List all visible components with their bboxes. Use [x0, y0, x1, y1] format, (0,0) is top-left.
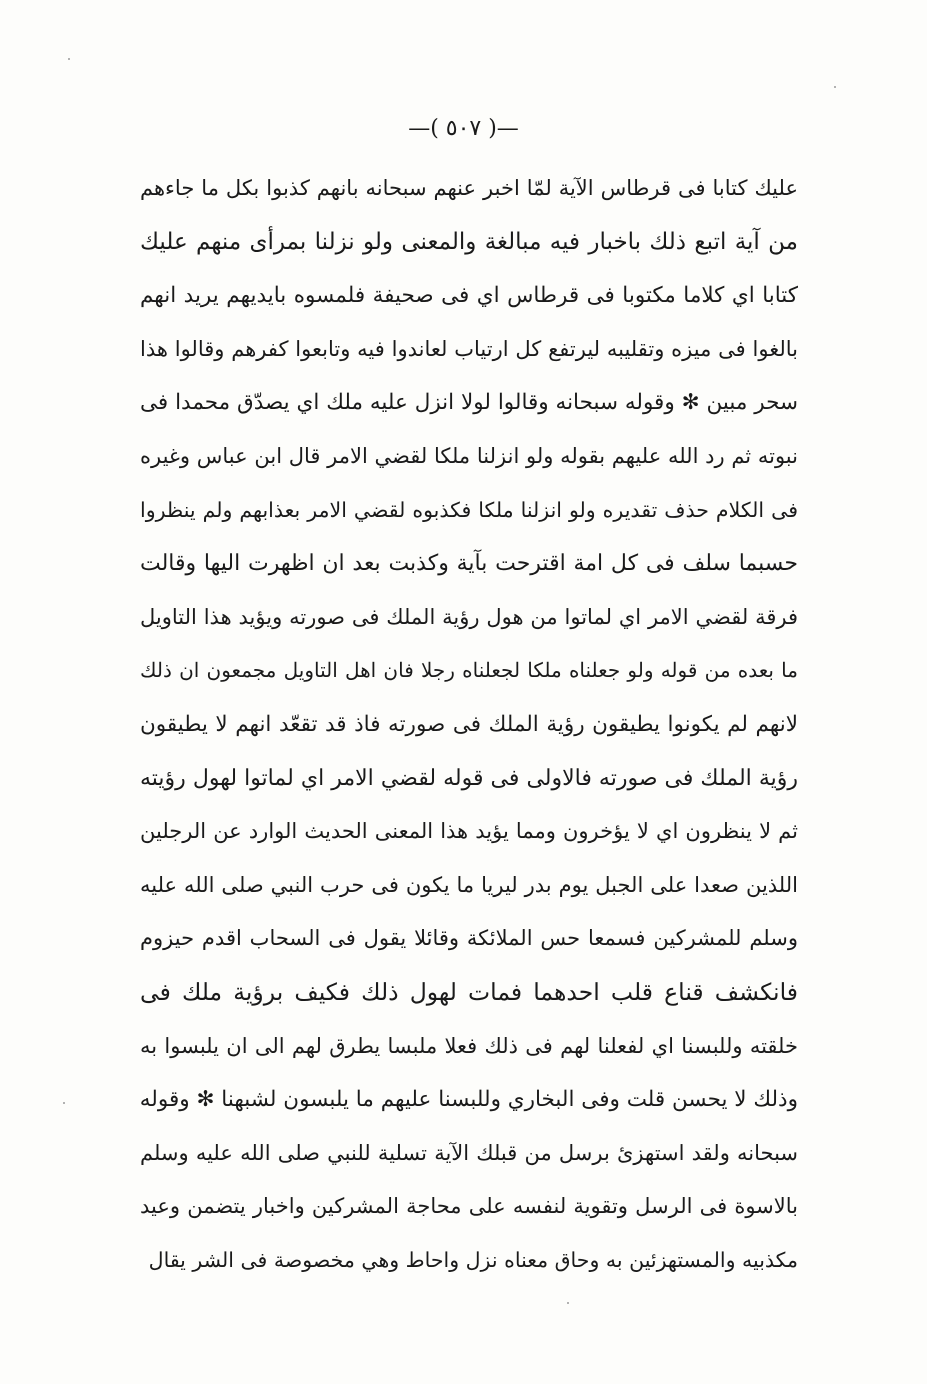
text-line-12: رؤية الملك فى صورته فالاولى فى قوله لقضي الامر اي لماتوا لهول رؤيته [140, 765, 798, 791]
paper-speck [68, 58, 70, 60]
text-line-15: وسلم للمشركين فسمعا حس الملائكة وقائلا يقول فى السحاب اقدم حيزوم [140, 926, 798, 951]
text-line-7: فى الكلام حذف تقديره ولو انزلنا ملكا فكذبوه لقضي الامر بعذابهم ولم ينظروا [140, 497, 798, 522]
paper-speck [834, 86, 836, 88]
text-line-3: كتابا اي كلاما مكتوبا فى قرطاس اي فى صحيفة فلمسوه بايديهم يريد انهم [140, 283, 798, 309]
text-line-4: بالغوا فى ميزه وتقليبه ليرتفع كل ارتياب لعاندوا فيه وتابعوا كفرهم وقالوا هذا [140, 336, 798, 361]
text-line-16: فانكشف قناع قلب احدهما فمات لهول ذلك فكيف برؤية ملك فى [140, 977, 798, 1006]
text-line-1: عليك كتابا فى قرطاس الآية لمّا اخبر عنهم سبحانه بانهم كذبوا بكل ما جاءهم [140, 176, 798, 200]
text-line-18: وذلك لا يحسن قلت وفى البخاري وللبسنا عليهم ما يلبسون لشبهنا ✻ وقوله [140, 1087, 798, 1113]
text-line-8: حسبما سلف فى كل امة اقترحت بآية وكذبت بعد ان اظهرت اليها وقالت [140, 551, 798, 577]
body-text [140, 162, 798, 1287]
text-line-5: سحر مبين ✻ وقوله سبحانه وقالوا لولا انزل عليه ملك اي يصدّق محمدا فى [140, 390, 798, 416]
text-line-9: فرقة لقضي الامر اي لماتوا من هول رؤية الملك فى صورته ويؤيد هذا التاويل [140, 604, 798, 629]
text-line-17: خلقته وللبسنا اي لفعلنا لهم فى ذلك فعلا ملبسا يطرق لهم الى ان يلبسوا به [140, 1033, 798, 1058]
paper-speck [63, 1102, 65, 1104]
text-line-2: من آية اتبع ذلك باخبار فيه مبالغة والمعنى ولو نزلنا بمرأى منهم عليك [140, 228, 798, 255]
text-line-19: سبحانه ولقد استهزئ برسل من قبلك الآية تسلية للنبي صلى الله عليه وسلم [140, 1140, 798, 1165]
paper-speck [567, 1302, 569, 1304]
text-line-6: نبوته ثم رد الله عليهم بقوله ولو انزلنا ملكا لقضي الامر قال ابن عباس وغيره [140, 443, 798, 468]
text-line-14: اللذين صعدا على الجبل يوم بدر ليريا ما يكون فى حرب النبي صلى الله عليه [140, 872, 798, 897]
text-line-21: مكذبيه والمستهزئين به وحاق معناه نزل واحاط وهي مخصوصة فى الشر يقال [148, 1247, 798, 1272]
page-number: —( ٥٠٧ )— [408, 116, 519, 141]
text-line-20: بالاسوة فى الرسل وتقوية لنفسه على محاجة المشركين واخبار يتضمن وعيد [140, 1194, 798, 1219]
text-line-10: ما بعده من قوله ولو جعلناه ملكا لجعلناه رجلا فان اهل التاويل مجمعون ان ذلك [140, 658, 798, 683]
text-line-13: ثم لا ينظرون اي لا يؤخرون ومما يؤيد هذا المعنى الحديث الوارد عن الرجلين [140, 819, 798, 844]
text-line-11: لانهم لم يكونوا يطيقون رؤية الملك فى صورته فاذ قد تقعّد انهم لا يطيقون [140, 711, 798, 737]
